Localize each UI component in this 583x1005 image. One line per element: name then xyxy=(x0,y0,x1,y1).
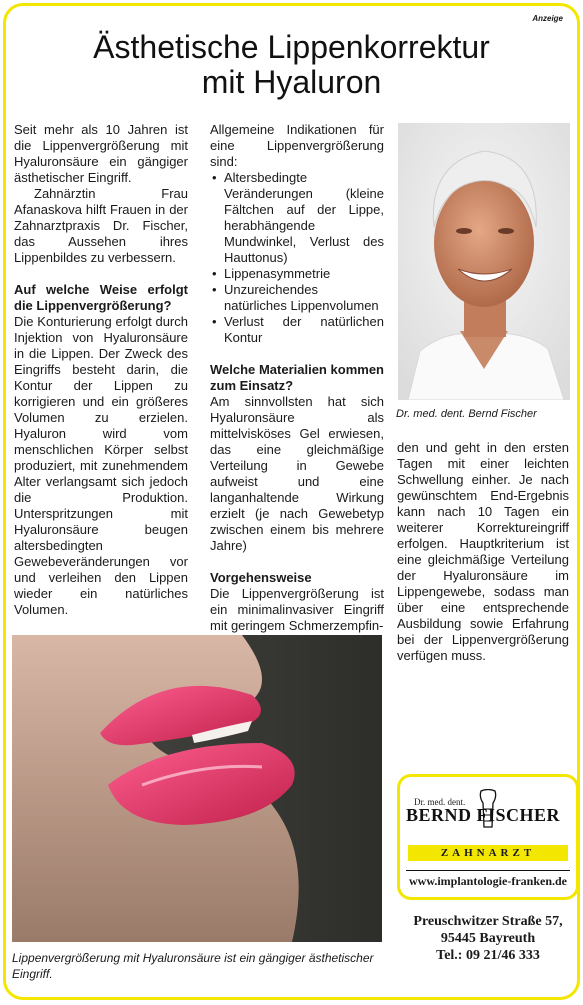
list-item: • Verlust der natürlichen Kontur xyxy=(224,314,384,346)
intro-paragraph: Seit mehr als 10 Jahren ist die Lippenvergrößerung mit Hyaluronsäure ein gängiger ästhetischer Eingriff. xyxy=(14,122,188,185)
photo-caption: Lippenvergrößerung mit Hyaluronsäure ist ein gängiger ästhetischer Eingriff. xyxy=(12,951,374,981)
doctor-paragraph: Zahnärztin Frau Afanaskova hilft Frauen in der Zahnarztpraxis Dr. Fischer, das Aussehen ihres Lippenbildes zu verbessern. xyxy=(14,186,188,265)
practice-logo xyxy=(397,774,579,900)
list-item: • Altersbedingte Veränderungen (kleine Fältchen auf der Lippe, herabhängende Mundwinkel, Verlust des Hauttonus) xyxy=(224,170,384,266)
logo-title: Dr. med. dent. xyxy=(414,797,466,807)
list-item: • Unzureichendes natürliches Lippenvolumen xyxy=(224,282,384,314)
page-title xyxy=(0,30,583,100)
portrait-caption: Dr. med. dent. Bernd Fischer xyxy=(396,408,537,420)
website-link[interactable]: www.implantologie-franken.de xyxy=(406,870,570,889)
continuation-paragraph: den und geht in den ersten Tagen mit einer leichten Schwellung einher. Je nach gewünschtem End-Ergebnis kann nach 10 Tagen ein weiterer Korrektureingriff erfolgen. Hauptkriterium ist eine gleichmäßige Verteilung der Hyaluronsäure im Lippengewebe, sodass man über eine entsprechende Ausbildung sowie Erfahrung bei der Lippenvergrößerung verfügen muss. xyxy=(397,440,569,663)
indications-list xyxy=(210,170,384,346)
article-column-2 xyxy=(210,122,384,634)
logo-name: BERND FISCHER xyxy=(406,805,561,825)
article-column-1 xyxy=(14,122,188,618)
title-line-1: Ästhetische Lippenkorrektur xyxy=(93,29,490,65)
materials-paragraph: Am sinnvollsten hat sich Hyaluronsäure als mittelvisköses Gel erwiesen, das eine gleichmäßige Verteilung in Gewebe aufweist und eine langanhaltende Wirkung erzielt (je nach Gewebetyp zwischen einem bis mehrere Jahre) xyxy=(210,394,384,553)
lip-photo xyxy=(12,635,382,942)
title-line-2: mit Hyaluron xyxy=(201,64,382,100)
address-city: 95445 Bayreuth xyxy=(440,931,536,946)
address-street: Preuschwitzer Straße 57, xyxy=(413,914,563,929)
address-block xyxy=(398,913,578,964)
article-column-3 xyxy=(397,440,569,664)
logo-role: ZAHNARZT xyxy=(408,845,568,861)
approach-paragraph: Die Lippenvergrößerung ist ein minimalinvasiver Eingriff mit geringem Schmerzempfin- xyxy=(210,586,384,633)
section-heading-approach: Vorgehensweise xyxy=(210,570,312,585)
indications-intro: Allgemeine Indikationen für eine Lippenvergrößerung sind: xyxy=(210,122,384,169)
section-heading-materials: Welche Materialien kommen zum Einsatz? xyxy=(210,362,384,393)
procedure-paragraph: Die Konturierung erfolgt durch Injektion von Hyaluronsäure in die Lippen. Der Zweck des Eingriffs besteht darin, die Kontur der Lippen zu korrigieren und ein größeres Volumen zu erzielen. Hyaluron wird vom menschlichen Körper selbst produziert, mit zunehmendem Alter verlangsamt sich jedoch die Produktion. Unterspritzungen mit Hyaluronsäure beugen altersbedingten Gewebeveränderungen vor und verleihen den Lippen wieder ein natürliches Volumen. xyxy=(14,314,188,617)
doctor-portrait xyxy=(398,123,570,400)
ad-label: Anzeige xyxy=(532,14,563,23)
address-phone: Tel.: 09 21/46 333 xyxy=(436,948,540,963)
section-heading-procedure: Auf welche Weise erfolgt die Lippenvergrößerung? xyxy=(14,282,188,313)
list-item: • Lippenasymmetrie xyxy=(224,266,384,282)
